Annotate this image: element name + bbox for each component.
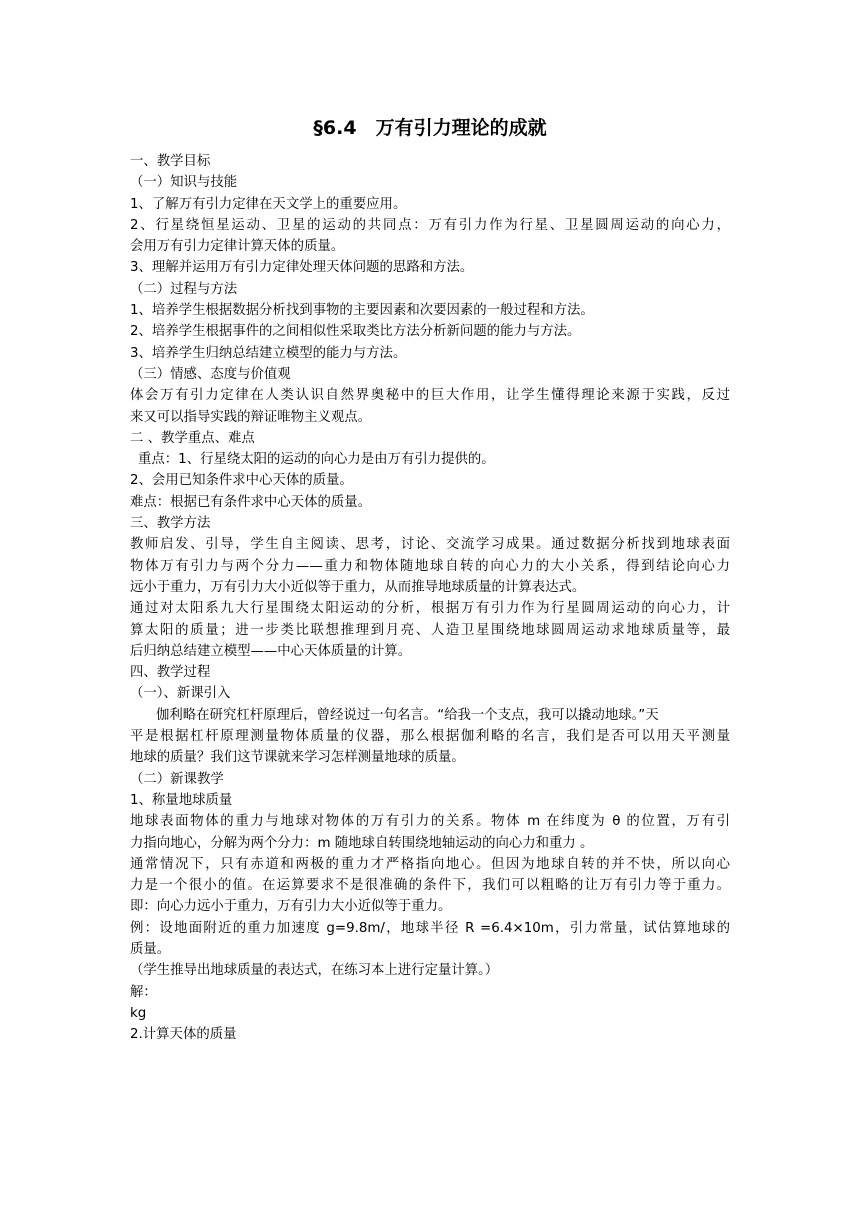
subsection-heading: 1、称量地球质量 — [130, 792, 233, 808]
paragraph-line: 算太阳的质量；进一步类比联想推理到月亮、人造卫星围绕地球圆周运动求地球质量等，最 — [130, 622, 730, 638]
subsection-heading: （二）过程与方法 — [130, 281, 238, 297]
paragraph-line: 地球表面物体的重力与地球对物体的万有引力的关系。物体 m 在纬度为 θ 的位置，万有引 — [130, 814, 730, 830]
paragraph-line: 来又可以指导实践的辩证唯物主义观点。 — [130, 409, 372, 425]
paragraph-line: 即：向心力远小于重力，万有引力大小近似等于重力。 — [130, 899, 452, 915]
paragraph-line: 1、培养学生根据数据分析找到事物的主要因素和次要因素的一般过程和方法。 — [130, 303, 594, 319]
paragraph-line: 质量。 — [130, 941, 171, 957]
subsection-heading: （三）情感、态度与价值观 — [130, 366, 291, 382]
paragraph-line: 平是根据杠杆原理测量物体质量的仪器，那么根据伽利略的名言，我们是否可以用天平测量 — [130, 729, 730, 745]
paragraph-line: 力是一个很小的值。在运算要求不是很准确的条件下，我们可以粗略的让万有引力等于重力。 — [130, 878, 730, 894]
paragraph-line: 会用万有引力定律计算天体的质量。 — [130, 239, 345, 255]
subsection-heading: 2.计算天体的质量 — [130, 1027, 237, 1043]
paragraph-line: 教师启发、引导，学生自主阅读、思考，讨论、交流学习成果。通过数据分析找到地球表面 — [130, 537, 730, 553]
section-heading: 一、教学目标 — [130, 154, 211, 169]
subsection-heading: （一）、新课引入 — [130, 686, 231, 702]
document-body — [130, 151, 730, 1045]
paragraph-line: 2、行星绕恒星运动、卫星的运动的共同点：万有引力作为行星、卫星圆周运动的向心力， — [130, 217, 730, 233]
paragraph-line: 远小于重力，万有引力大小近似等于重力，从而推导地球质量的计算表达式。 — [130, 579, 586, 595]
subsection-heading: （二）新课教学 — [130, 771, 224, 787]
paragraph-line: 体会万有引力定律在人类认识自然界奥秘中的巨大作用，让学生懂得理论来源于实践，反过 — [130, 388, 730, 404]
paragraph-line: 解： — [130, 984, 157, 1000]
paragraph-line: （学生推导出地球质量的表达式，在练习本上进行定量计算。） — [130, 963, 499, 979]
paragraph-line: 力指向地心，分解为两个分力：m 随地球自转围绕地轴运动的向心力和重力 。 — [130, 835, 594, 851]
paragraph-line: 通过对太阳系九大行星围绕太阳运动的分析，根据万有引力作为行星圆周运动的向心力，计 — [130, 601, 730, 617]
paragraph-line: 1、了解万有引力定律在天文学上的重要应用。 — [130, 196, 407, 212]
paragraph-line: 3、培养学生归纳总结建立模型的能力与方法。 — [130, 345, 407, 361]
section-heading: 三、教学方法 — [130, 516, 211, 532]
section-heading: 二 、教学重点、难点 — [130, 430, 255, 446]
paragraph-line: 通常情况下，只有赤道和两极的重力才严格指向地心。但因为地球自转的并不快，所以向心 — [130, 856, 730, 872]
paragraph-line: 3、理解并运用万有引力定律处理天体问题的思路和方法。 — [130, 260, 474, 276]
paragraph-line: 后归纳总结建立模型——中心天体质量的计算。 — [130, 643, 412, 659]
paragraph-line: 难点：根据已有条件求中心天体的质量。 — [130, 494, 372, 510]
paragraph-line: 重点：1、行星绕太阳的运动的向心力是由万有引力提供的。 — [138, 452, 495, 468]
section-heading: 四、教学过程 — [130, 665, 211, 681]
subsection-heading: （一）知识与技能 — [130, 175, 238, 191]
document-title: §6.4 万有引力理论的成就 — [313, 117, 547, 139]
paragraph-line: 伽利略在研究杠杆原理后，曾经说过一句名言。“给我一个支点，我可以撬动地球。”天 — [156, 707, 659, 723]
paragraph-line: 例：设地面附近的重力加速度 g=9.8m/，地球半径 R =6.4×10m，引力常量，试估算地球的 — [130, 920, 730, 936]
paragraph-line: 物体万有引力与两个分力——重力和物体随地球自转的向心力的大小关系，得到结论向心力 — [130, 558, 730, 574]
paragraph-line: 地球的质量？我们这节课就来学习怎样测量地球的质量。 — [130, 750, 465, 766]
paragraph-line: kg — [130, 1005, 147, 1021]
paragraph-line: 2、培养学生根据事件的之间相似性采取类比方法分析新问题的能力与方法。 — [130, 324, 581, 340]
paragraph-line: 2、会用已知条件求中心天体的质量。 — [130, 473, 353, 489]
